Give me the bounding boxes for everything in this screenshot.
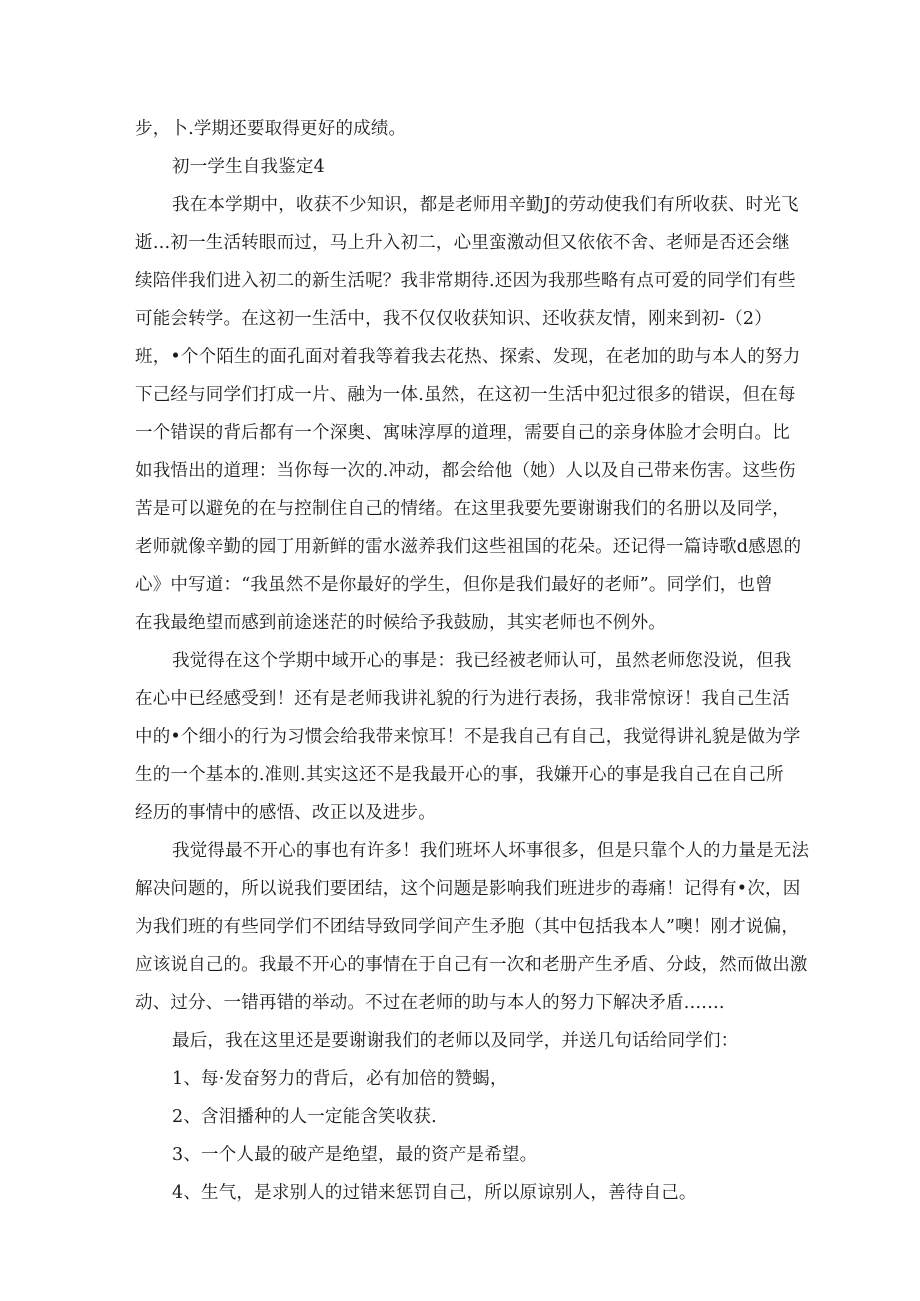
paragraph-1-line: 续陪伴我们进入初二的新生活呢？我非常期待.还因为我那些略有点可爱的同学们有些 bbox=[135, 271, 796, 291]
paragraph-2-line: 生的一个基本的.准则.其实这还不是我最开心的事，我嫌开心的事是我自己在自己所 bbox=[135, 765, 784, 785]
paragraph-1-line: 老师就像辛勤的园丁用新鲜的雷水滋养我们这些祖国的花朵。还记得一篇诗歌d感恩的 bbox=[135, 537, 802, 557]
paragraph-1-line: 逝…初一生活转眼而过，马上升入初二，心里蛮激动但又依依不舍、老师是否还会继 bbox=[135, 233, 790, 253]
paragraph-3-line: 我觉得最不开心的事也有许多！我们班坏人坏事很多，但是只靠个人的力量是无法 bbox=[172, 841, 810, 861]
paragraph-1-line: 下己经与同学们打成一片、融为一体.虽然，在这初一生活中犯过很多的错误，但在每 bbox=[135, 385, 796, 405]
paragraph-4-line: 最后，我在这里还是要谢谢我们的老师以及同学，并送几句话给同学们： bbox=[172, 1031, 739, 1051]
paragraph-3-line: 解决问题的，所以说我们要团结，这个问题是影响我们班进步的毒痛！记得有•次，因 bbox=[135, 879, 801, 899]
paragraph-1-line: 苦是可以避免的在与控制住自己的情绪。在这里我要先要谢谢我们的名册以及同学， bbox=[135, 499, 790, 519]
list-item-1: 1、每·发奋努力的背后，必有加倍的赞蝎， bbox=[172, 1069, 508, 1089]
paragraph-2-line: 我觉得在这个学期中域开心的事是：我已经被老师认可，虽然老师您没说，但我 bbox=[172, 651, 792, 671]
paragraph-1-line: 在我最绝望而感到前途迷茫的时候给予我鼓励，其实老师也不例外。 bbox=[135, 613, 666, 633]
paragraph-2-line: 在心中已经感受到！还有是老师我讲礼貌的行为进行表扬，我非常惊讶！我自己生活 bbox=[135, 689, 790, 709]
paragraph-2-line: 中的•个细小的行为习惯会给我带来惊耳！不是我自己有自己，我觉得讲礼貌是做为学 bbox=[135, 727, 801, 747]
paragraph-1-line: 可能会转学。在这初一生活中，我不仅仅收获知识、还收获友情，刚来到初-（2） bbox=[135, 309, 772, 329]
paragraph-1-line: 心》中写道：“我虽然不是你最好的学生，但你是我们最好的老师”。同学们，也曾 bbox=[135, 575, 773, 595]
paragraph-3-line: 应该说自己的。我最不开心的事情在于自己有一次和老册产生矛盾、分歧，然而做出激 bbox=[135, 955, 808, 975]
text-line-closing: 步，卜.学期还要取得更好的成绩。 bbox=[135, 119, 407, 139]
paragraph-1-line: 班，•个个陌生的面孔面对着我等着我去花热、探索、发现，在老加的助与本人的努力 bbox=[135, 347, 801, 367]
list-item-4: 4、生气，是求别人的过错来惩罚自己，所以原谅别人，善待自己。 bbox=[172, 1183, 697, 1203]
list-item-2: 2、含泪播种的人一定能含笑收获. bbox=[172, 1107, 437, 1127]
section-heading: 初一学生自我鉴定4 bbox=[172, 157, 325, 177]
paragraph-3-line: 动、过分、一错再错的举动。不过在老师的助与本人的努力下解决矛盾.…… bbox=[135, 993, 725, 1013]
paragraph-1-line: 如我悟出的道理：当你每一次的.冲动，都会给他（她）人以及自己带来伤害。这些伤 bbox=[135, 461, 796, 481]
paragraph-1-line: 我在本学期中，收获不少知识，都是老师用辛勤J的劳动使我们有所收获、时光飞 bbox=[172, 195, 799, 215]
list-item-3: 3、一个人最的破产是绝望，最的资产是希望。 bbox=[172, 1145, 538, 1165]
paragraph-1-line: 一个错误的背后都有一个深奥、寓味淳厚的道理，需要自己的亲身体脸才会明白。比 bbox=[135, 423, 790, 443]
paragraph-3-line: 为我们班的有些同学们不团结导致同学间产生矛胞（其中包括我本人”噢！刚才说偏， bbox=[135, 917, 800, 937]
paragraph-2-line: 经历的事情中的感悟、改正以及进步。 bbox=[135, 803, 436, 823]
